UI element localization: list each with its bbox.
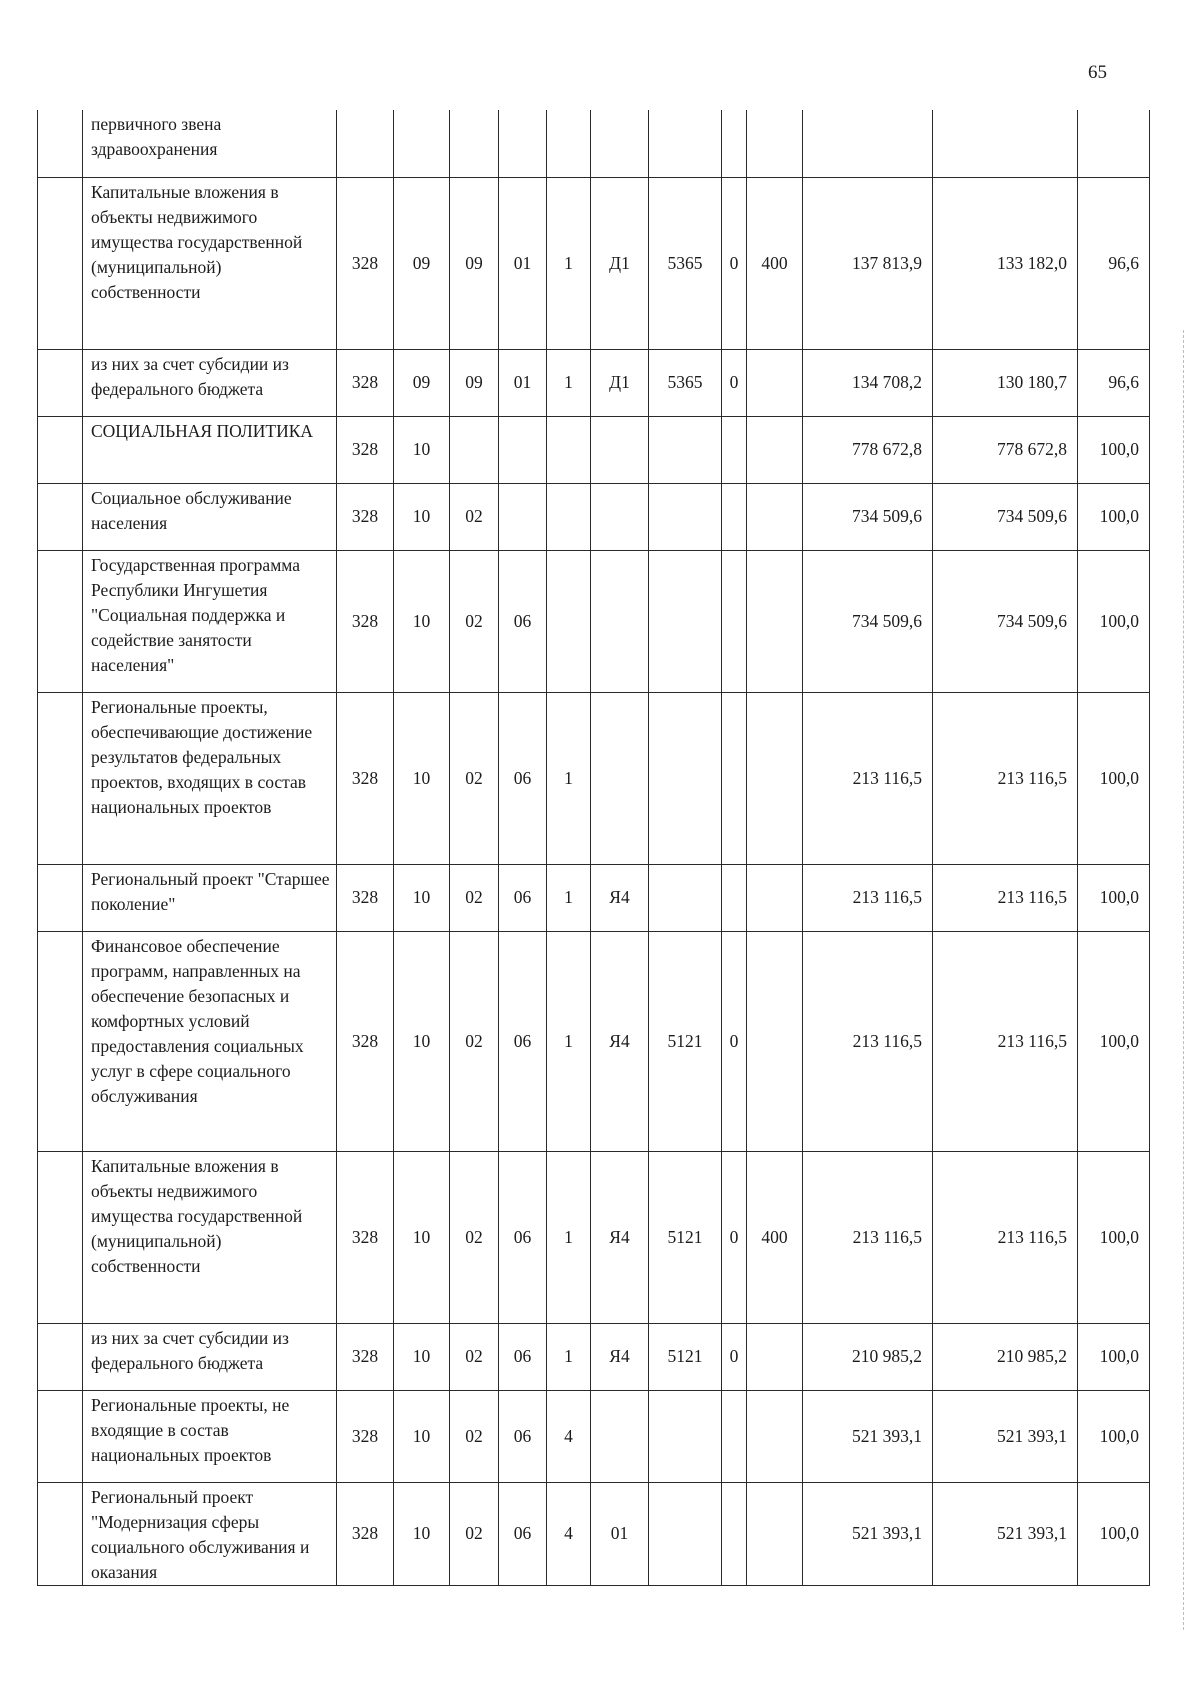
value-planned: 210 985,2: [803, 1323, 933, 1390]
code-expense-type: [747, 1482, 803, 1585]
row-index-cell: [38, 483, 83, 550]
code-gp: 328: [337, 864, 394, 931]
code-expense-type: [747, 1323, 803, 1390]
code-subprogram: 1: [547, 692, 591, 864]
code-subsection: 02: [450, 931, 499, 1151]
table-row: [38, 1151, 1150, 1323]
table-row: [38, 1390, 1150, 1482]
code-expense-type: [747, 864, 803, 931]
code-program: [499, 110, 547, 177]
table-row: [38, 931, 1150, 1151]
code-subprogram: [547, 416, 591, 483]
code-section: 10: [394, 931, 450, 1151]
code-direction: 5365: [649, 177, 722, 349]
code-extra: [722, 864, 747, 931]
code-extra: [722, 110, 747, 177]
row-name: Финансовое обеспечение программ, направленных на обеспечение безопасных и комфортных условий предоставления социальных услуг в сфере социального обслуживания: [83, 931, 337, 1151]
row-name: Социальное обслуживание населения: [83, 483, 337, 550]
row-name: СОЦИАЛЬНАЯ ПОЛИТИКА: [83, 416, 337, 483]
code-program: 01: [499, 349, 547, 416]
row-index-cell: [38, 931, 83, 1151]
code-project: Д1: [591, 177, 649, 349]
code-section: 10: [394, 692, 450, 864]
code-project: Я4: [591, 931, 649, 1151]
code-direction: [649, 1390, 722, 1482]
code-subprogram: [547, 483, 591, 550]
code-subsection: 02: [450, 692, 499, 864]
row-index-cell: [38, 1151, 83, 1323]
row-name: Региональные проекты, не входящие в состав национальных проектов: [83, 1390, 337, 1482]
table-row: [38, 550, 1150, 692]
row-index-cell: [38, 416, 83, 483]
value-percent: 100,0: [1078, 550, 1150, 692]
code-extra: 0: [722, 1323, 747, 1390]
code-gp: [337, 110, 394, 177]
value-actual: 521 393,1: [933, 1390, 1078, 1482]
code-direction: [649, 864, 722, 931]
code-subprogram: [547, 550, 591, 692]
row-name: Капитальные вложения в объекты недвижимого имущества государственной (муниципальной) собственности: [83, 1151, 337, 1323]
table-row: [38, 110, 1150, 177]
code-direction: 5365: [649, 349, 722, 416]
code-gp: 328: [337, 1482, 394, 1585]
code-subsection: 09: [450, 349, 499, 416]
code-expense-type: [747, 692, 803, 864]
code-direction: [649, 483, 722, 550]
code-program: 01: [499, 177, 547, 349]
row-name: из них за счет субсидии из федерального бюджета: [83, 349, 337, 416]
row-index-cell: [38, 692, 83, 864]
value-percent: 100,0: [1078, 692, 1150, 864]
code-program: 06: [499, 1323, 547, 1390]
code-extra: [722, 483, 747, 550]
code-subprogram: 1: [547, 931, 591, 1151]
code-section: 10: [394, 864, 450, 931]
code-section: 10: [394, 550, 450, 692]
row-name: Региональный проект "Старшее поколение": [83, 864, 337, 931]
code-subsection: 09: [450, 177, 499, 349]
value-planned: 734 509,6: [803, 550, 933, 692]
value-actual: 521 393,1: [933, 1482, 1078, 1585]
code-extra: 0: [722, 349, 747, 416]
code-expense-type: [747, 110, 803, 177]
code-extra: [722, 550, 747, 692]
code-project: Я4: [591, 864, 649, 931]
table-row: [38, 1482, 1150, 1585]
code-subprogram: 1: [547, 177, 591, 349]
value-planned: 213 116,5: [803, 864, 933, 931]
code-expense-type: [747, 1390, 803, 1482]
table-row: [38, 1323, 1150, 1390]
code-project: [591, 483, 649, 550]
code-project: Д1: [591, 349, 649, 416]
code-program: 06: [499, 692, 547, 864]
code-section: 10: [394, 483, 450, 550]
code-gp: 328: [337, 483, 394, 550]
code-section: 09: [394, 177, 450, 349]
code-extra: [722, 1390, 747, 1482]
value-percent: 96,6: [1078, 177, 1150, 349]
value-actual: 734 509,6: [933, 550, 1078, 692]
code-subprogram: 1: [547, 1151, 591, 1323]
code-section: 10: [394, 1482, 450, 1585]
row-name: Региональный проект "Модернизация сферы социального обслуживания и оказания: [83, 1482, 337, 1585]
code-subprogram: 1: [547, 1323, 591, 1390]
code-project: [591, 550, 649, 692]
code-section: [394, 110, 450, 177]
table-row: [38, 864, 1150, 931]
value-percent: 100,0: [1078, 1151, 1150, 1323]
code-section: 10: [394, 416, 450, 483]
code-project: Я4: [591, 1151, 649, 1323]
code-gp: 328: [337, 931, 394, 1151]
value-actual: 213 116,5: [933, 1151, 1078, 1323]
value-percent: 100,0: [1078, 416, 1150, 483]
code-expense-type: [747, 931, 803, 1151]
value-percent: 100,0: [1078, 1323, 1150, 1390]
code-gp: 328: [337, 1151, 394, 1323]
code-direction: 5121: [649, 931, 722, 1151]
code-program: 06: [499, 1151, 547, 1323]
row-index-cell: [38, 1323, 83, 1390]
code-gp: 328: [337, 177, 394, 349]
code-gp: 328: [337, 692, 394, 864]
value-planned: 778 672,8: [803, 416, 933, 483]
value-planned: 734 509,6: [803, 483, 933, 550]
code-subprogram: 1: [547, 864, 591, 931]
code-gp: 328: [337, 416, 394, 483]
code-expense-type: [747, 349, 803, 416]
value-actual: 133 182,0: [933, 177, 1078, 349]
row-index-cell: [38, 1390, 83, 1482]
code-expense-type: 400: [747, 1151, 803, 1323]
code-subsection: [450, 416, 499, 483]
code-extra: [722, 692, 747, 864]
code-direction: [649, 692, 722, 864]
code-gp: 328: [337, 1390, 394, 1482]
code-extra: 0: [722, 931, 747, 1151]
table-row: [38, 349, 1150, 416]
code-direction: [649, 416, 722, 483]
code-direction: [649, 550, 722, 692]
code-project: [591, 416, 649, 483]
value-actual: 734 509,6: [933, 483, 1078, 550]
value-actual: 210 985,2: [933, 1323, 1078, 1390]
code-direction: 5121: [649, 1323, 722, 1390]
code-subsection: 02: [450, 1390, 499, 1482]
row-name: первичного звена здравоохранения: [83, 110, 337, 177]
code-subsection: 02: [450, 1151, 499, 1323]
code-direction: 5121: [649, 1151, 722, 1323]
code-program: 06: [499, 1390, 547, 1482]
code-subsection: 02: [450, 483, 499, 550]
value-planned: 521 393,1: [803, 1482, 933, 1585]
page-number: 65: [1088, 62, 1107, 83]
table-row: [38, 483, 1150, 550]
code-expense-type: [747, 416, 803, 483]
row-index-cell: [38, 177, 83, 349]
value-planned: 521 393,1: [803, 1390, 933, 1482]
value-actual: 778 672,8: [933, 416, 1078, 483]
code-subsection: 02: [450, 1482, 499, 1585]
scan-edge-line: [1183, 330, 1184, 1630]
value-planned: 137 813,9: [803, 177, 933, 349]
value-percent: 100,0: [1078, 931, 1150, 1151]
row-name: Капитальные вложения в объекты недвижимого имущества государственной (муниципальной) собственности: [83, 177, 337, 349]
table-row: [38, 692, 1150, 864]
code-subsection: [450, 110, 499, 177]
code-program: 06: [499, 550, 547, 692]
code-project: [591, 1390, 649, 1482]
code-subprogram: 4: [547, 1390, 591, 1482]
code-program: [499, 483, 547, 550]
code-extra: 0: [722, 1151, 747, 1323]
code-subprogram: 1: [547, 349, 591, 416]
code-extra: [722, 1482, 747, 1585]
row-index-cell: [38, 550, 83, 692]
code-project: [591, 692, 649, 864]
value-percent: 100,0: [1078, 483, 1150, 550]
value-percent: 100,0: [1078, 864, 1150, 931]
code-extra: 0: [722, 177, 747, 349]
value-actual: 213 116,5: [933, 864, 1078, 931]
value-planned: 213 116,5: [803, 931, 933, 1151]
code-direction: [649, 110, 722, 177]
value-planned: 213 116,5: [803, 692, 933, 864]
row-index-cell: [38, 1482, 83, 1585]
row-index-cell: [38, 110, 83, 177]
code-program: 06: [499, 1482, 547, 1585]
code-program: 06: [499, 864, 547, 931]
code-section: 10: [394, 1390, 450, 1482]
code-project: Я4: [591, 1323, 649, 1390]
value-planned: 213 116,5: [803, 1151, 933, 1323]
code-expense-type: 400: [747, 177, 803, 349]
code-gp: 328: [337, 349, 394, 416]
code-section: 09: [394, 349, 450, 416]
row-name: Региональные проекты, обеспечивающие достижение результатов федеральных проектов, входящих в состав национальных проектов: [83, 692, 337, 864]
budget-table: [37, 110, 1150, 1586]
value-actual: [933, 110, 1078, 177]
code-expense-type: [747, 550, 803, 692]
value-actual: 130 180,7: [933, 349, 1078, 416]
code-subprogram: [547, 110, 591, 177]
row-name: из них за счет субсидии из федерального бюджета: [83, 1323, 337, 1390]
value-percent: 96,6: [1078, 349, 1150, 416]
code-subsection: 02: [450, 550, 499, 692]
value-percent: [1078, 110, 1150, 177]
row-index-cell: [38, 349, 83, 416]
code-subsection: 02: [450, 1323, 499, 1390]
table-row: [38, 416, 1150, 483]
row-name: Государственная программа Республики Ингушетия "Социальная поддержка и содействие занятости населения": [83, 550, 337, 692]
code-section: 10: [394, 1323, 450, 1390]
code-expense-type: [747, 483, 803, 550]
value-planned: 134 708,2: [803, 349, 933, 416]
table-row: [38, 177, 1150, 349]
code-program: 06: [499, 931, 547, 1151]
code-subsection: 02: [450, 864, 499, 931]
code-project: [591, 110, 649, 177]
code-gp: 328: [337, 1323, 394, 1390]
code-program: [499, 416, 547, 483]
code-gp: 328: [337, 550, 394, 692]
code-section: 10: [394, 1151, 450, 1323]
value-percent: 100,0: [1078, 1390, 1150, 1482]
row-index-cell: [38, 864, 83, 931]
value-percent: 100,0: [1078, 1482, 1150, 1585]
code-project: 01: [591, 1482, 649, 1585]
code-subprogram: 4: [547, 1482, 591, 1585]
value-actual: 213 116,5: [933, 692, 1078, 864]
code-extra: [722, 416, 747, 483]
value-actual: 213 116,5: [933, 931, 1078, 1151]
code-direction: [649, 1482, 722, 1585]
value-planned: [803, 110, 933, 177]
